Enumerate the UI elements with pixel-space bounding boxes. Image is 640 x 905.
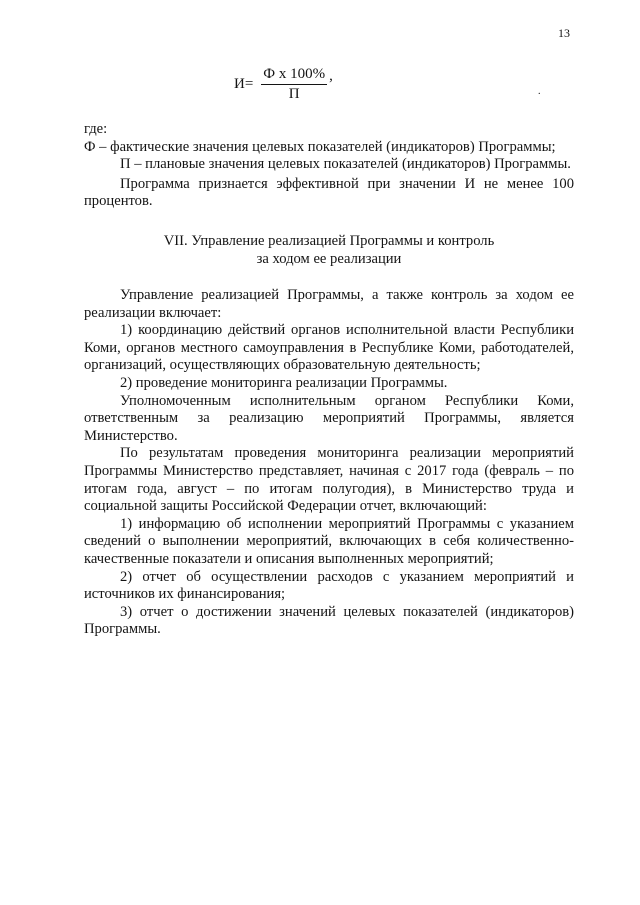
paragraph: 2) проведение мониторинга реализации Программы.: [120, 374, 448, 391]
definition-plan: П – плановые значения целевых показателей (индикаторов) Программы.: [120, 156, 571, 173]
formula-comma: ,: [329, 68, 333, 84]
where-label: где:: [84, 121, 108, 137]
paragraph: 3) отчет о достижении значений целевых показателей (индикаторов) Программы.: [84, 603, 574, 638]
formula-fraction: [261, 66, 327, 103]
paragraph: 1) координацию действий органов исполнительной власти Республики Коми, органов местного самоуправления в Республике Коми, работодателей, организаций, осуществляющих образовательную деятельность;: [84, 322, 574, 374]
paragraph: По результатам проведения мониторинга реализации мероприятий Программы Министерство представляет, начиная с 2017 года (февраль – по итогам года, август – по итогам полугодия), в Министерство труда и социальной защиты Российской Федерации отчет, включающий:: [84, 445, 574, 515]
formula-lhs: И=: [234, 76, 254, 92]
paragraph: 2) отчет об осуществлении расходов с указанием мероприятий и источников их финансирования;: [84, 568, 574, 603]
stray-mark: .: [538, 86, 541, 97]
paragraph: 1) информацию об исполнении мероприятий Программы с указанием сведений о выполнении мероприятий, включающих в себя количественно-качественные показатели и описания выполненных мероприятий;: [84, 515, 574, 567]
definitions-block: [84, 121, 574, 211]
paragraph: Уполномоченным исполнительным органом Республики Коми, ответственным за реализацию мероприятий Программы, является Министерство.: [84, 392, 574, 444]
section-body: [84, 287, 574, 639]
section-heading: [84, 233, 574, 268]
page-number: 13: [558, 26, 570, 40]
efficiency-formula: [234, 66, 333, 103]
section-heading-line-2: за ходом ее реализации: [256, 250, 402, 267]
section-heading-line-1: VII. Управление реализацией Программы и контроль: [163, 233, 495, 249]
formula-denominator: П: [288, 86, 300, 102]
paragraph: Управление реализацией Программы, а также контроль за ходом ее реализации включает:: [84, 287, 574, 321]
effectiveness-criterion: Программа признается эффективной при значении И не менее 100 процентов.: [84, 175, 574, 210]
definition-fact: Ф – фактические значения целевых показателей (индикаторов) Программы;: [84, 138, 556, 155]
formula-numerator: Ф х 100%: [261, 66, 327, 85]
